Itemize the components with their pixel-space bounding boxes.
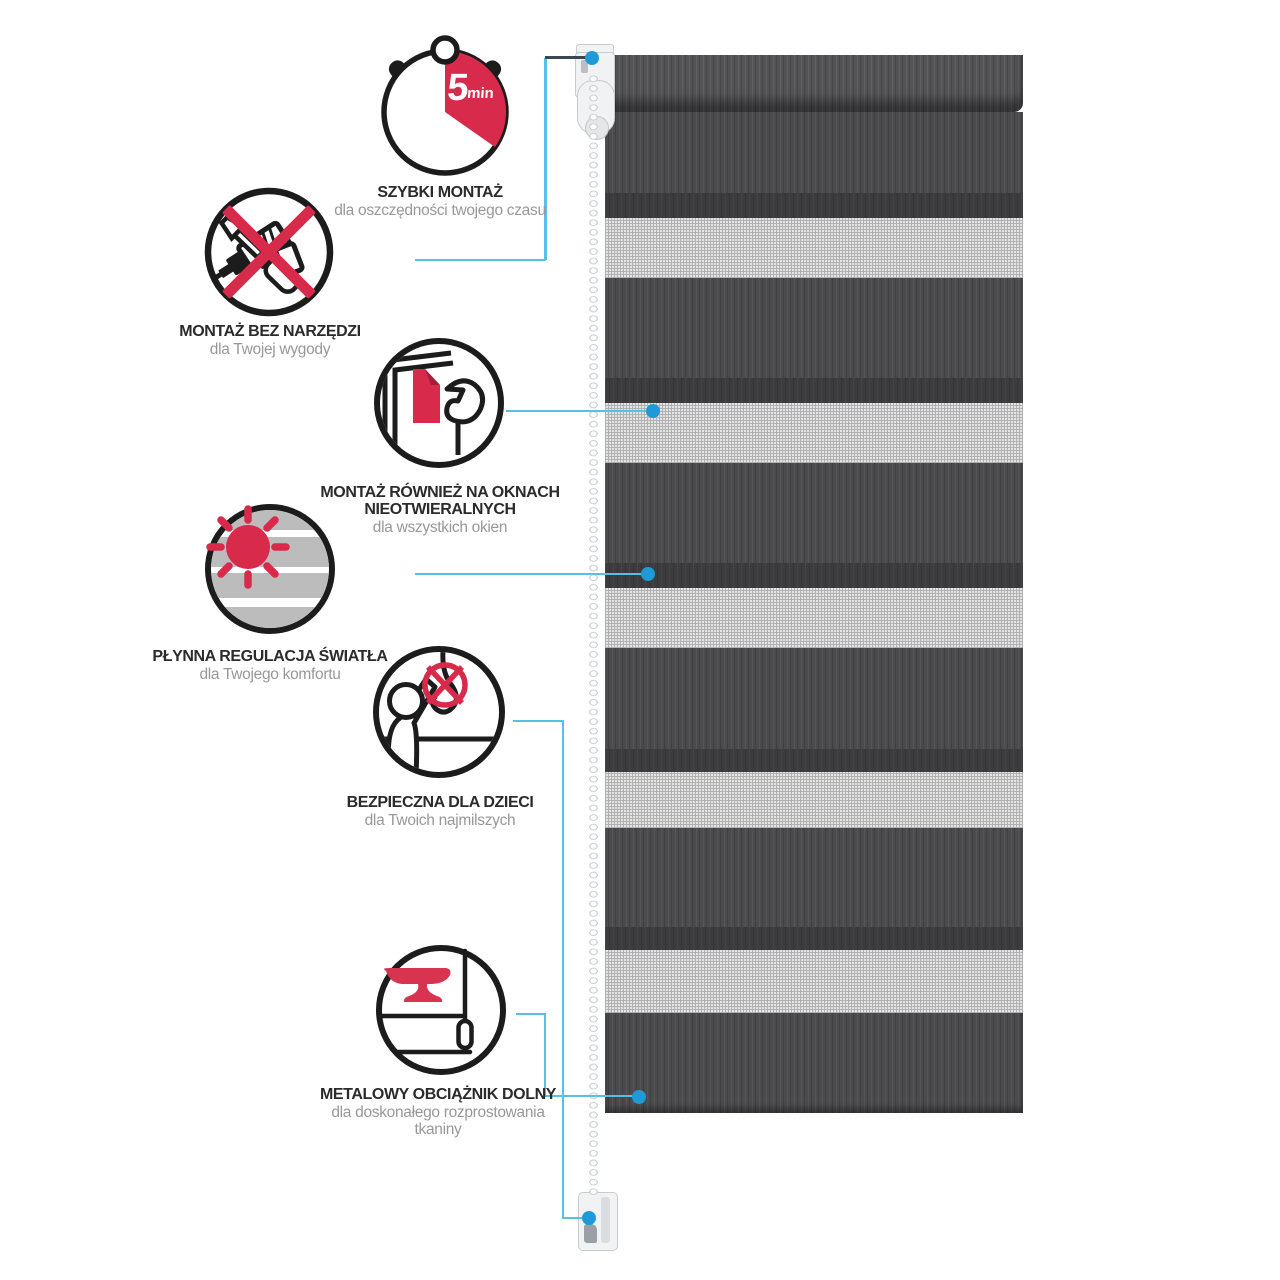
feature-subtitle: dla Twojej wygody [209,341,331,358]
connector-dot-tensioner [582,1211,596,1225]
sun-icon [226,525,270,569]
feature-title: MONTAŻ RÓWNIEŻ NA OKNACH NIEOTWIERALNYCH [320,484,560,518]
feature-title: METALOWY OBCIĄŻNIK DOLNY [319,1086,557,1103]
connector-dot-rail [632,1090,646,1104]
connector-line-dark [545,56,587,59]
weight-pocket-glyph [459,1021,472,1048]
connector-line [562,720,565,1219]
blind-roll-tube [605,55,1023,112]
feature-subtitle: dla oszczędności twojego czasu [334,202,546,219]
connector-line [506,410,648,413]
feature-subtitle: dla wszystkich okien [372,519,508,536]
feature-title: BEZPIECZNA DLA DZIECI [346,794,534,811]
roller-blind [605,55,1023,1113]
fabric-stripe-dark [605,463,1023,563]
timer-value: 5 [446,67,471,109]
fabric-stripe-dark [605,648,1023,749]
connector-dot-bracket [585,51,599,65]
stopwatch-crown [433,38,457,62]
connector-line [544,1013,547,1097]
connector-line [415,573,643,576]
fabric-stripe-band [605,749,1023,772]
tensioner-slot [601,1197,610,1243]
stopwatch-icon [368,24,522,188]
child-head-glyph [390,685,423,718]
bottom-weight-icon [366,935,516,1085]
connector-line [415,259,546,262]
feature-block-quick-mount [320,184,560,220]
fabric-stripe-dark [605,828,1023,927]
bracket-glyph [447,381,483,422]
fabric-stripe-mesh [605,588,1023,648]
feature-block-bottom-weight [318,1086,558,1138]
feature-subtitle: dla doskonałego rozprostowania tkaniny [331,1104,545,1138]
feature-subtitle: dla Twojego komfortu [199,666,341,683]
fabric-stripe-mesh [605,772,1023,828]
feature-title: PŁYNNA REGULACJA ŚWIATŁA [152,648,388,665]
feature-title: MONTAŻ BEZ NARZĘDZI [179,323,361,340]
fabric-stripe-band [605,563,1023,588]
feature-title: SZYBKI MONTAŻ [377,184,503,201]
feature-block-window-mount [320,484,560,537]
connector-dot-band [641,567,655,581]
connector-line [513,720,564,723]
timer-unit: min [466,85,495,102]
blind-bottom-rail [605,1013,1023,1113]
fabric-stripe-band [605,193,1023,218]
fabric-stripe-dark [605,112,1023,193]
feature-subtitle: dla Twoich najmilszych [364,812,516,829]
fabric-stripe-mesh [605,950,1023,1013]
fabric-stripe-band [605,927,1023,950]
feature-block-child-safety [320,794,560,830]
feature-block-light-regulation [150,648,390,684]
fabric-stripe-dark [605,278,1023,378]
tensioner-hole [584,1224,597,1243]
connector-line [544,58,547,260]
fabric-stripe-band [605,378,1023,403]
connector-dot-mesh [646,404,660,418]
fabric-stripe-mesh [605,403,1023,463]
bead-chain [587,74,600,1196]
fabric-stripe-mesh [605,218,1023,278]
feature-block-no-tools [150,323,390,359]
connector-line [516,1013,546,1016]
